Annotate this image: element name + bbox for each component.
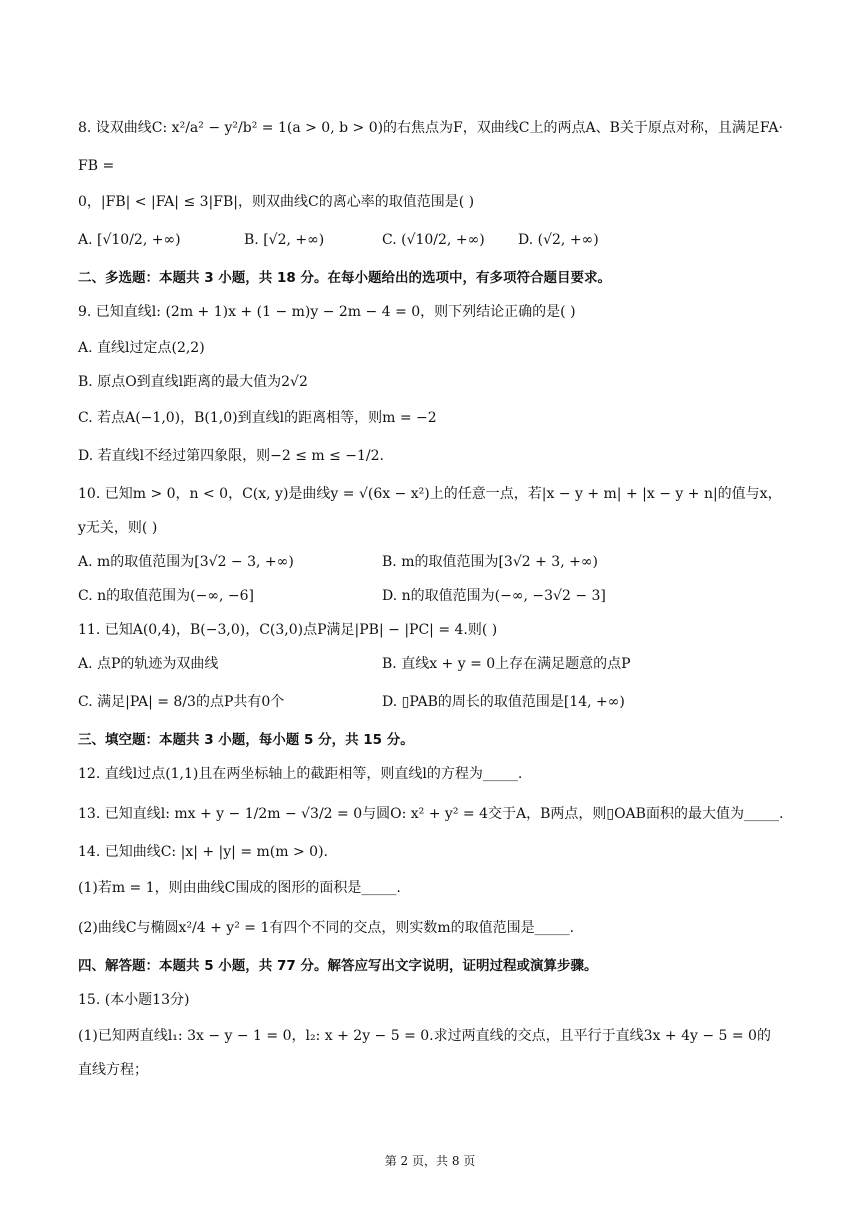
q11-stem: 11. 已知A(0,4)，B(−3,0)，C(3,0)点P满足|PB| − |PC| = 4.则( )	[78, 622, 498, 638]
q11-option-d: D. ▯PAB的周长的取值范围是[14, +∞)	[382, 694, 625, 710]
q10-option-b: B. m的取值范围为[3√2 + 3, +∞)	[382, 554, 598, 570]
q11-option-c: C. 满足|PA| = 8/3的点P共有0个	[78, 694, 285, 710]
q9-option-d: D. 若直线l不经过第四象限，则−2 ≤ m ≤ −1/2.	[78, 448, 384, 464]
q13: 13. 已知直线l: mx + y − 1/2m − √3/2 = 0与圆O: x² + y² = 4交于A，B两点，则▯OAB面积的最大值为_____.	[78, 806, 784, 822]
q9-option-b: B. 原点O到直线l距离的最大值为2√2	[78, 374, 308, 390]
q10-options-row1	[78, 552, 778, 572]
section-heading-answer: 四、解答题：本题共 5 小题，共 77 分。解答应写出文字说明，证明过程或演算步骤。	[78, 958, 598, 974]
q12: 12. 直线l过点(1,1)且在两坐标轴上的截距相等，则直线l的方程为_____.	[78, 766, 523, 782]
q14-stem: 14. 已知曲线C: |x| + |y| = m(m > 0).	[78, 844, 328, 860]
q8-option-b: B. [√2, +∞)	[244, 232, 325, 248]
q8-line3: 0，|FB| < |FA| ≤ 3|FB|，则双曲线C的离心率的取值范围是( )	[78, 194, 475, 210]
q15-title: 15. (本小题13分)	[78, 992, 190, 1008]
q15-line1: (1)已知两直线l₁: 3x − y − 1 = 0，l₂: x + 2y − 5 = 0.求过两直线的交点，且平行于直线3x + 4y − 5 = 0的	[78, 1028, 771, 1044]
q14-part2: (2)曲线C与椭圆x²/4 + y² = 1有四个不同的交点，则实数m的取值范围是_____.	[78, 920, 575, 936]
q14-part1: (1)若m = 1，则由曲线C围成的图形的面积是_____.	[78, 880, 401, 896]
q9-stem: 9. 已知直线l: (2m + 1)x + (1 − m)y − 2m − 4 = 0，则下列结论正确的是( )	[78, 304, 576, 320]
q11-options-row1	[78, 654, 778, 674]
q15-line2: 直线方程；	[78, 1062, 148, 1078]
section-heading-fill-in: 三、填空题：本题共 3 小题，每小题 5 分，共 15 分。	[78, 732, 414, 748]
q11-option-a: A. 点P的轨迹为双曲线	[78, 656, 219, 672]
q10-option-d: D. n的取值范围为(−∞, −3√2 − 3]	[382, 588, 606, 604]
q10-line1: 10. 已知m > 0，n < 0，C(x, y)是曲线y = √(6x − x²)上的任意一点，若|x − y + m| + |x − y + n|的值与x，	[78, 486, 782, 502]
q10-option-c: C. n的取值范围为(−∞, −6]	[78, 588, 254, 604]
q8-option-a: A. [√10/2, +∞)	[78, 232, 181, 248]
q9-option-a: A. 直线l过定点(2,2)	[78, 340, 205, 356]
q8-options	[78, 230, 778, 250]
q11-options-row2	[78, 692, 778, 712]
section-heading-multiple-choice: 二、多选题：本题共 3 小题，共 18 分。在每小题给出的选项中，有多项符合题目要求。	[78, 270, 611, 286]
q10-line2: y无关，则( )	[78, 520, 158, 536]
q8-option-d: D. (√2, +∞)	[518, 232, 599, 248]
q10-option-a: A. m的取值范围为[3√2 − 3, +∞)	[78, 554, 294, 570]
q9-option-c: C. 若点A(−1,0)，B(1,0)到直线l的距离相等，则m = −2	[78, 410, 437, 426]
q8-option-c: C. (√10/2, +∞)	[382, 232, 485, 248]
q8-line2: FB =	[78, 158, 115, 174]
page-footer: 第 2 页，共 8 页	[384, 1154, 476, 1168]
q8-line1: 8. 设双曲线C: x²/a² − y²/b² = 1(a > 0, b > 0)的右焦点为F，双曲线C上的两点A、B关于原点对称，且满足FA·	[78, 120, 783, 136]
q10-options-row2	[78, 586, 778, 606]
q11-option-b: B. 直线x + y = 0上存在满足题意的点P	[382, 656, 631, 672]
